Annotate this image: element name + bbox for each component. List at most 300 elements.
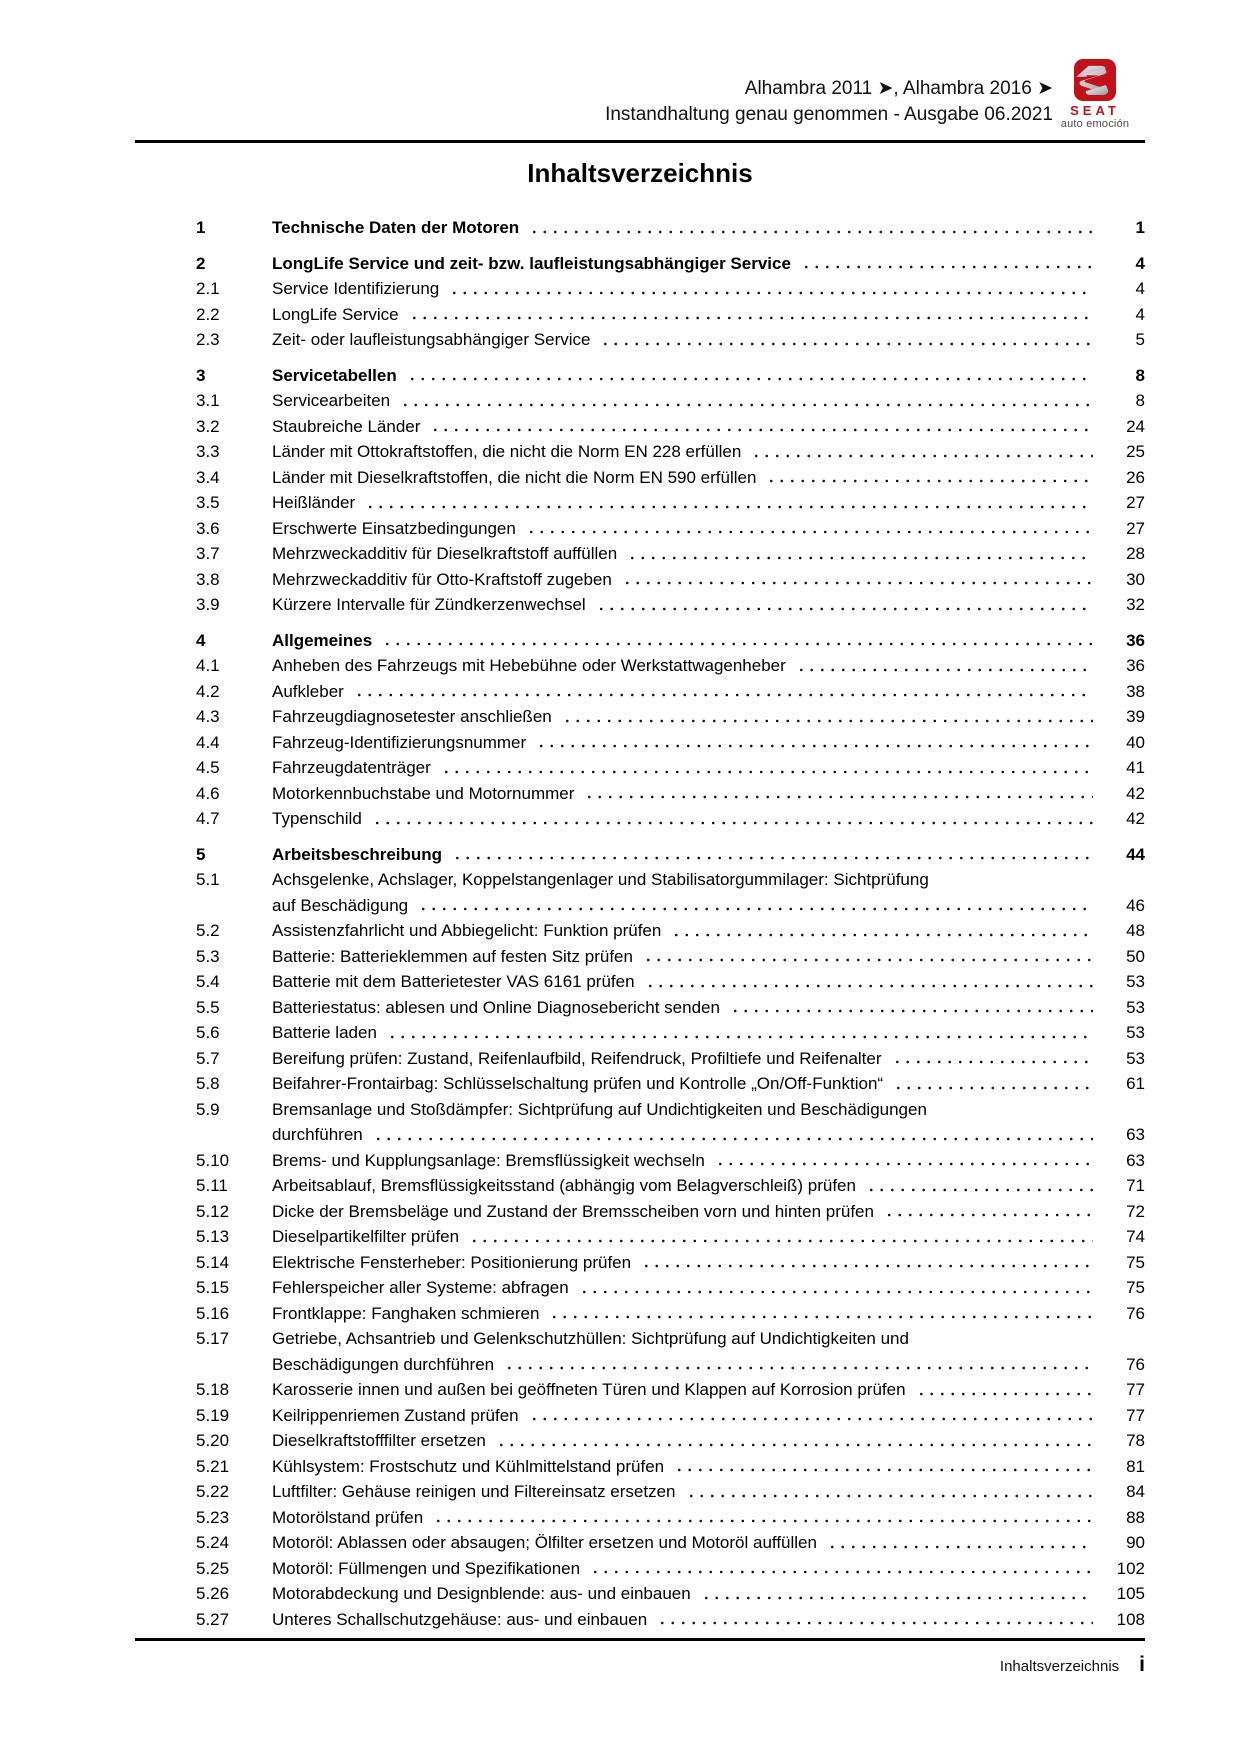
toc-entry[interactable] <box>135 628 1145 654</box>
toc-entry-title: Servicetabellen <box>272 365 397 385</box>
dot-leader <box>674 1454 1093 1480</box>
toc-entry-page: 26 <box>1126 467 1145 487</box>
dot-leader <box>590 1556 1093 1582</box>
toc-entry[interactable] <box>135 969 1145 995</box>
toc-entry-number: 5.18 <box>196 1380 230 1399</box>
toc-entry-body <box>272 1148 1145 1174</box>
toc-entry-number: 4.4 <box>196 732 220 752</box>
toc-entry-title: LongLife Service und zeit- bzw. laufleistungsabhängiger Service <box>272 253 791 273</box>
toc-entry[interactable] <box>135 1505 1145 1531</box>
dot-leader <box>596 592 1093 618</box>
toc-entry-body <box>272 327 1145 353</box>
dot-leader <box>372 806 1093 832</box>
toc-entry-body <box>272 679 1145 705</box>
toc-entry-title: Brems- und Kupplungsanlage: Bremsflüssigkeit wechseln <box>272 1150 705 1170</box>
toc-entry-page: 4 <box>1135 279 1145 298</box>
dot-leader <box>796 653 1093 679</box>
toc-entry-body <box>272 1607 1145 1633</box>
page-title: Inhaltsverzeichnis <box>527 158 753 188</box>
toc-entry[interactable] <box>135 215 1145 241</box>
toc-entry-page: 32 <box>1126 595 1145 614</box>
toc-entry-number: 3.3 <box>196 442 220 461</box>
toc-entry-number: 5.13 <box>196 1227 230 1246</box>
toc-entry-title: Motorabdeckung und Designblende: aus- und einbauen <box>272 1584 691 1603</box>
toc-entry-number: 5.16 <box>196 1303 230 1323</box>
toc-entry-body <box>272 414 1145 440</box>
toc-entry-body <box>272 1097 1145 1148</box>
toc-entry-page: 25 <box>1126 442 1145 461</box>
toc-entry-body <box>272 516 1145 542</box>
dot-leader <box>701 1581 1093 1607</box>
toc-entry-number: 2.3 <box>196 330 220 349</box>
dot-leader <box>549 1301 1093 1327</box>
seat-tagline: auto emoción <box>1060 118 1130 130</box>
toc-entry[interactable] <box>135 842 1145 868</box>
toc-entry-page: 108 <box>1116 1609 1145 1629</box>
toc-entry[interactable] <box>135 1301 1145 1327</box>
toc-entry-title: Batteriestatus: ablesen und Online Diagnosebericht senden <box>272 997 720 1017</box>
toc-entry[interactable] <box>135 1046 1145 1072</box>
toc-entry-body <box>272 1454 1145 1480</box>
toc-entry-number: 3.9 <box>196 595 220 614</box>
dot-leader <box>409 302 1093 328</box>
toc-entry-title: Fahrzeugdiagnosetester anschließen <box>272 707 552 726</box>
toc-entry-title: Zeit- oder laufleistungsabhängiger Service <box>272 330 591 349</box>
toc-entry-title: Länder mit Dieselkraftstoffen, die nicht die Norm EN 590 erfüllen <box>272 467 757 487</box>
toc-entry-page: 42 <box>1126 783 1145 803</box>
dot-leader <box>562 704 1093 730</box>
toc-entry[interactable] <box>135 1428 1145 1454</box>
dot-leader <box>751 439 1093 465</box>
toc-entry-page: 41 <box>1126 758 1145 777</box>
dot-leader <box>433 1505 1093 1531</box>
toc-entry-title: Mehrzweckadditiv für Otto-Kraftstoff zugeben <box>272 569 612 589</box>
dot-leader <box>407 363 1093 389</box>
dot-leader <box>373 1122 1093 1148</box>
toc-entry[interactable] <box>135 1071 1145 1097</box>
toc-entry-number: 3.6 <box>196 518 220 538</box>
toc-entry-body <box>272 439 1145 465</box>
toc-entry[interactable] <box>135 1275 1145 1301</box>
toc-entry[interactable] <box>135 867 1145 918</box>
dot-leader <box>686 1479 1093 1505</box>
toc-entry-page: 4 <box>1135 304 1145 324</box>
toc-entry-title: Mehrzweckadditiv für Dieselkraftstoff auffüllen <box>272 544 618 563</box>
table-of-contents <box>135 215 1145 1632</box>
header-rule <box>135 140 1145 143</box>
toc-entry[interactable] <box>135 1479 1145 1505</box>
toc-entry-body <box>272 1377 1145 1403</box>
toc-entry-page: 5 <box>1135 330 1145 349</box>
toc-entry-number: 5.8 <box>196 1074 220 1093</box>
toc-entry-page: 75 <box>1126 1278 1145 1297</box>
toc-entry-title: Assistenzfahrlicht und Abbiegelicht: Funktion prüfen <box>272 921 662 940</box>
toc-entry-number: 5.6 <box>196 1023 220 1042</box>
dot-leader <box>916 1377 1093 1403</box>
toc-entry-page: 77 <box>1126 1405 1145 1425</box>
dot-leader <box>382 628 1093 654</box>
seat-s-badge-icon <box>1073 58 1117 102</box>
toc-entry-page: 30 <box>1126 569 1145 589</box>
toc-entry-body <box>272 388 1145 414</box>
toc-entry-page: 46 <box>1126 895 1145 915</box>
toc-entry[interactable] <box>135 302 1145 328</box>
toc-entry-page: 40 <box>1126 732 1145 752</box>
toc-entry-number: 3.1 <box>196 391 220 410</box>
toc-entry-number: 5.9 <box>196 1099 220 1119</box>
dot-leader <box>504 1352 1093 1378</box>
dot-leader <box>526 516 1093 542</box>
toc-entry-number: 5.11 <box>196 1176 228 1195</box>
toc-entry-body <box>272 1505 1145 1531</box>
toc-entry[interactable] <box>135 1224 1145 1250</box>
dot-leader <box>730 995 1093 1021</box>
toc-entry-title: Aufkleber <box>272 681 344 701</box>
toc-entry-page: 50 <box>1126 946 1145 966</box>
toc-entry-title: Beschädigungen durchführen <box>272 1354 495 1374</box>
toc-entry-page: 8 <box>1135 391 1145 410</box>
dot-leader <box>893 1071 1093 1097</box>
toc-entry-title: Anheben des Fahrzeugs mit Hebebühne oder Werkstattwagenheber <box>272 656 786 675</box>
toc-entry-page: 27 <box>1126 493 1145 512</box>
toc-entry-title: Fehlerspeicher aller Systeme: abfragen <box>272 1278 569 1297</box>
dot-leader <box>600 327 1093 353</box>
dot-leader <box>400 388 1093 414</box>
toc-entry-number: 5.3 <box>196 946 220 966</box>
toc-entry-title: Servicearbeiten <box>272 391 391 410</box>
toc-entry-number: 2 <box>196 253 206 273</box>
dot-leader <box>536 730 1093 756</box>
toc-entry-body <box>272 1046 1145 1072</box>
toc-entry[interactable] <box>135 1377 1145 1403</box>
dot-leader <box>715 1148 1093 1174</box>
toc-entry-body <box>272 1071 1145 1097</box>
toc-entry-number: 4.5 <box>196 758 220 777</box>
toc-entry-title: Länder mit Ottokraftstoffen, die nicht die Norm EN 228 erfüllen <box>272 442 742 461</box>
dot-leader <box>496 1428 1093 1454</box>
toc-entry-page: 36 <box>1126 656 1145 675</box>
toc-entry-page: 88 <box>1126 1507 1145 1527</box>
toc-entry-page: 71 <box>1126 1176 1145 1195</box>
toc-entry-title: Keilrippenriemen Zustand prüfen <box>272 1405 519 1425</box>
toc-entry-body <box>272 1199 1145 1225</box>
toc-entry-number: 5.20 <box>196 1431 230 1450</box>
toc-entry-number: 4.2 <box>196 681 220 701</box>
toc-entry-page: 39 <box>1126 707 1145 726</box>
toc-entry-body <box>272 541 1145 567</box>
toc-entry-title: auf Beschädigung <box>272 895 409 915</box>
footer-rule <box>135 1638 1145 1641</box>
toc-entry[interactable] <box>135 465 1145 491</box>
toc-entry-title: Technische Daten der Motoren <box>272 218 520 237</box>
toc-entry-page: 8 <box>1135 365 1145 385</box>
toc-entry-page: 1 <box>1135 218 1145 237</box>
toc-entry-title: Motorkennbuchstabe und Motornummer <box>272 783 575 803</box>
toc-entry-number: 5.19 <box>196 1405 230 1425</box>
toc-entry-body <box>272 490 1145 516</box>
toc-entry-number: 5.26 <box>196 1584 230 1603</box>
toc-entry-body <box>272 363 1145 389</box>
toc-entry[interactable] <box>135 1403 1145 1429</box>
toc-entry-title: Luftfilter: Gehäuse reinigen und Filtereinsatz ersetzen <box>272 1482 676 1501</box>
toc-entry-body <box>272 215 1145 241</box>
toc-entry[interactable] <box>135 388 1145 414</box>
toc-entry[interactable] <box>135 1250 1145 1276</box>
toc-entry[interactable] <box>135 490 1145 516</box>
toc-entry-number: 3.4 <box>196 467 220 487</box>
toc-entry-title: Achsgelenke, Achslager, Koppelstangenlager und Stabilisatorgummilager: Sichtprüfung <box>272 870 929 889</box>
page-header <box>135 0 1145 128</box>
toc-entry[interactable] <box>135 363 1145 389</box>
toc-entry-page: 42 <box>1126 809 1145 828</box>
toc-entry-title: Kürzere Intervalle für Zündkerzenwechsel <box>272 595 586 614</box>
dot-leader <box>766 465 1093 491</box>
seat-wordmark: SEAT <box>1070 103 1120 118</box>
toc-entry-title: Batterie laden <box>272 1023 377 1042</box>
toc-entry[interactable] <box>135 1020 1145 1046</box>
toc-entry[interactable] <box>135 806 1145 832</box>
toc-entry[interactable] <box>135 730 1145 756</box>
toc-entry[interactable] <box>135 592 1145 618</box>
toc-entry[interactable] <box>135 1581 1145 1607</box>
toc-entry[interactable] <box>135 541 1145 567</box>
toc-entry-page: 74 <box>1126 1227 1145 1246</box>
toc-entry-title: Unteres Schallschutzgehäuse: aus- und einbauen <box>272 1609 648 1629</box>
toc-entry-page: 28 <box>1126 544 1145 563</box>
toc-entry-number: 4.6 <box>196 783 220 803</box>
toc-entry-number: 5.4 <box>196 972 220 991</box>
dot-leader <box>529 215 1093 241</box>
toc-entry-body <box>272 276 1145 302</box>
dot-leader <box>418 893 1093 919</box>
toc-entry-body <box>272 969 1145 995</box>
toc-entry-page: 48 <box>1126 921 1145 940</box>
toc-entry[interactable] <box>135 1199 1145 1225</box>
dot-leader <box>884 1199 1093 1225</box>
toc-entry-number: 4 <box>196 630 206 650</box>
toc-entry-body <box>272 1224 1145 1250</box>
toc-entry-body <box>272 842 1145 868</box>
toc-entry-body <box>272 1581 1145 1607</box>
dot-leader <box>671 918 1093 944</box>
page-footer <box>135 1653 1145 1677</box>
toc-entry-number: 4.1 <box>196 656 220 675</box>
toc-entry-body <box>272 755 1145 781</box>
toc-entry-page: 53 <box>1126 1048 1145 1068</box>
toc-entry-number: 5.1 <box>196 870 220 889</box>
toc-entry[interactable] <box>135 918 1145 944</box>
toc-entry[interactable] <box>135 516 1145 542</box>
toc-entry-title: Motoröl: Ablassen oder absaugen; Ölfilter ersetzen und Motoröl auffüllen <box>272 1533 817 1552</box>
toc-entry-page: 76 <box>1126 1303 1145 1323</box>
toc-entry-page: 102 <box>1116 1558 1145 1578</box>
toc-entry-page: 36 <box>1126 630 1145 650</box>
toc-entry[interactable] <box>135 944 1145 970</box>
toc-entry-page: 76 <box>1126 1354 1145 1374</box>
toc-entry-number: 5.17 <box>196 1329 230 1348</box>
toc-entry-number: 4.3 <box>196 707 220 726</box>
toc-entry-page: 63 <box>1126 1125 1145 1144</box>
dot-leader <box>387 1020 1093 1046</box>
toc-entry-number: 3.5 <box>196 493 220 512</box>
dot-leader <box>430 414 1093 440</box>
toc-entry-title: Getriebe, Achsantrieb und Gelenkschutzhüllen: Sichtprüfung auf Undichtigkeiten und <box>272 1329 909 1348</box>
toc-entry[interactable] <box>135 1607 1145 1633</box>
toc-entry-number: 3.7 <box>196 544 220 563</box>
toc-entry-title: Staubreiche Länder <box>272 416 421 436</box>
toc-entry[interactable] <box>135 567 1145 593</box>
toc-entry-title: Batterie: Batterieklemmen auf festen Sitz prüfen <box>272 946 633 966</box>
toc-entry-page: 44 <box>1126 844 1145 864</box>
header-manual-line: Instandhaltung genau genommen - Ausgabe 06.2021 <box>605 104 1053 125</box>
toc-entry-title: Dieselpartikelfilter prüfen <box>272 1227 460 1246</box>
toc-entry-body <box>272 592 1145 618</box>
toc-entry-title: Kühlsystem: Frostschutz und Kühlmittelstand prüfen <box>272 1456 665 1476</box>
dot-leader <box>579 1275 1093 1301</box>
toc-entry-page: 38 <box>1126 681 1145 701</box>
toc-entry[interactable] <box>135 995 1145 1021</box>
toc-entry[interactable] <box>135 327 1145 353</box>
toc-entry[interactable] <box>135 1326 1145 1377</box>
toc-entry-page: 105 <box>1116 1584 1145 1603</box>
toc-entry-body <box>272 867 1145 918</box>
toc-entry-page: 53 <box>1126 997 1145 1017</box>
toc-entry-body <box>272 1530 1145 1556</box>
toc-entry-number: 2.1 <box>196 279 220 298</box>
toc-entry[interactable] <box>135 251 1145 277</box>
toc-entry-number: 5 <box>196 844 206 864</box>
toc-entry-title: Service Identifizierung <box>272 279 440 298</box>
toc-entry-title: Motorölstand prüfen <box>272 1507 424 1527</box>
toc-entry-body <box>272 918 1145 944</box>
toc-entry-body <box>272 1301 1145 1327</box>
toc-entry-number: 5.15 <box>196 1278 230 1297</box>
toc-entry-page: 90 <box>1126 1533 1145 1552</box>
dot-leader <box>449 276 1093 302</box>
dot-leader <box>584 781 1093 807</box>
dot-leader <box>643 944 1093 970</box>
toc-entry-body <box>272 1556 1145 1582</box>
toc-entry-page: 78 <box>1126 1431 1145 1450</box>
toc-entry-title: Dieselkraftstofffilter ersetzen <box>272 1431 486 1450</box>
toc-entry-number: 5.21 <box>196 1456 230 1476</box>
toc-entry[interactable] <box>135 276 1145 302</box>
toc-entry[interactable] <box>135 781 1145 807</box>
toc-entry-body <box>272 1326 1145 1377</box>
toc-entry-body <box>272 806 1145 832</box>
toc-entry[interactable] <box>135 439 1145 465</box>
toc-entry[interactable] <box>135 1097 1145 1148</box>
toc-entry-number: 5.10 <box>196 1150 230 1170</box>
dot-leader <box>622 567 1093 593</box>
toc-entry[interactable] <box>135 1173 1145 1199</box>
toc-entry-body <box>272 251 1145 277</box>
toc-entry-body <box>272 567 1145 593</box>
toc-entry-number: 2.2 <box>196 304 220 324</box>
toc-entry-title: Motoröl: Füllmengen und Spezifikationen <box>272 1558 581 1578</box>
toc-entry-body <box>272 1275 1145 1301</box>
footer-section-label: Inhaltsverzeichnis <box>999 1658 1120 1675</box>
dot-leader <box>892 1046 1093 1072</box>
toc-entry-number: 5.14 <box>196 1252 230 1272</box>
dot-leader <box>801 251 1093 277</box>
dot-leader <box>354 679 1093 705</box>
toc-entry-body <box>272 730 1145 756</box>
toc-entry-number: 5.7 <box>196 1048 220 1068</box>
header-model-line: Alhambra 2011 ➤, Alhambra 2016 ➤ <box>744 78 1053 99</box>
toc-entry-page: 63 <box>1126 1150 1145 1170</box>
toc-entry-number: 4.7 <box>196 809 220 828</box>
toc-entry-body <box>272 465 1145 491</box>
toc-entry-number: 5.22 <box>196 1482 230 1501</box>
toc-entry-body <box>272 704 1145 730</box>
toc-entry-title: Frontklappe: Fanghaken schmieren <box>272 1303 540 1323</box>
toc-entry-title: Erschwerte Einsatzbedingungen <box>272 518 516 538</box>
toc-entry-page: 84 <box>1126 1482 1145 1501</box>
toc-entry[interactable] <box>135 1530 1145 1556</box>
toc-entry-number: 5.27 <box>196 1609 230 1629</box>
toc-entry-number: 5.24 <box>196 1533 230 1552</box>
toc-entry-title: Allgemeines <box>272 630 373 650</box>
dot-leader <box>657 1607 1093 1633</box>
toc-entry-title: Typenschild <box>272 809 362 828</box>
dot-leader <box>469 1224 1093 1250</box>
toc-entry-title: Fahrzeugdatenträger <box>272 758 431 777</box>
toc-entry[interactable] <box>135 679 1145 705</box>
toc-entry-title: Heißländer <box>272 493 356 512</box>
toc-entry-body <box>272 653 1145 679</box>
toc-entry-page: 75 <box>1126 1252 1145 1272</box>
toc-entry-body <box>272 944 1145 970</box>
toc-entry-number: 3 <box>196 365 206 385</box>
toc-entry-body <box>272 781 1145 807</box>
toc-entry-body <box>272 628 1145 654</box>
dot-leader <box>827 1530 1093 1556</box>
toc-entry[interactable] <box>135 1454 1145 1480</box>
toc-entry-body <box>272 1173 1145 1199</box>
toc-entry-body <box>272 1403 1145 1429</box>
dot-leader <box>645 969 1093 995</box>
toc-entry-title: Beifahrer-Frontairbag: Schlüsselschaltung prüfen und Kontrolle „On/Off-Funktion“ <box>272 1074 884 1093</box>
toc-entry-page: 53 <box>1126 1023 1145 1042</box>
toc-entry[interactable] <box>135 755 1145 781</box>
toc-entry-body <box>272 1020 1145 1046</box>
toc-entry-title: Bereifung prüfen: Zustand, Reifenlaufbild, Reifendruck, Profiltiefe und Reifenalter <box>272 1048 882 1068</box>
toc-entry[interactable] <box>135 653 1145 679</box>
dot-leader <box>365 490 1093 516</box>
footer-page-number: i <box>1139 1653 1145 1676</box>
toc-entry[interactable] <box>135 1556 1145 1582</box>
toc-entry[interactable] <box>135 1148 1145 1174</box>
dot-leader <box>452 842 1093 868</box>
toc-entry-title: Fahrzeug-Identifizierungsnummer <box>272 732 527 752</box>
toc-entry-number: 5.25 <box>196 1558 230 1578</box>
toc-entry-page: 72 <box>1126 1201 1145 1221</box>
toc-entry-title: LongLife Service <box>272 304 399 324</box>
seat-logo <box>1053 58 1137 130</box>
toc-entry-title: Batterie mit dem Batterietester VAS 6161 prüfen <box>272 972 635 991</box>
dot-leader <box>441 755 1093 781</box>
toc-entry[interactable] <box>135 414 1145 440</box>
toc-entry-page: 61 <box>1126 1074 1145 1093</box>
dot-leader <box>866 1173 1093 1199</box>
dot-leader <box>529 1403 1093 1429</box>
toc-entry-body <box>272 1428 1145 1454</box>
toc-entry[interactable] <box>135 704 1145 730</box>
toc-entry-page: 27 <box>1126 518 1145 538</box>
toc-entry-body <box>272 995 1145 1021</box>
toc-entry-title: Elektrische Fensterheber: Positionierung prüfen <box>272 1252 632 1272</box>
